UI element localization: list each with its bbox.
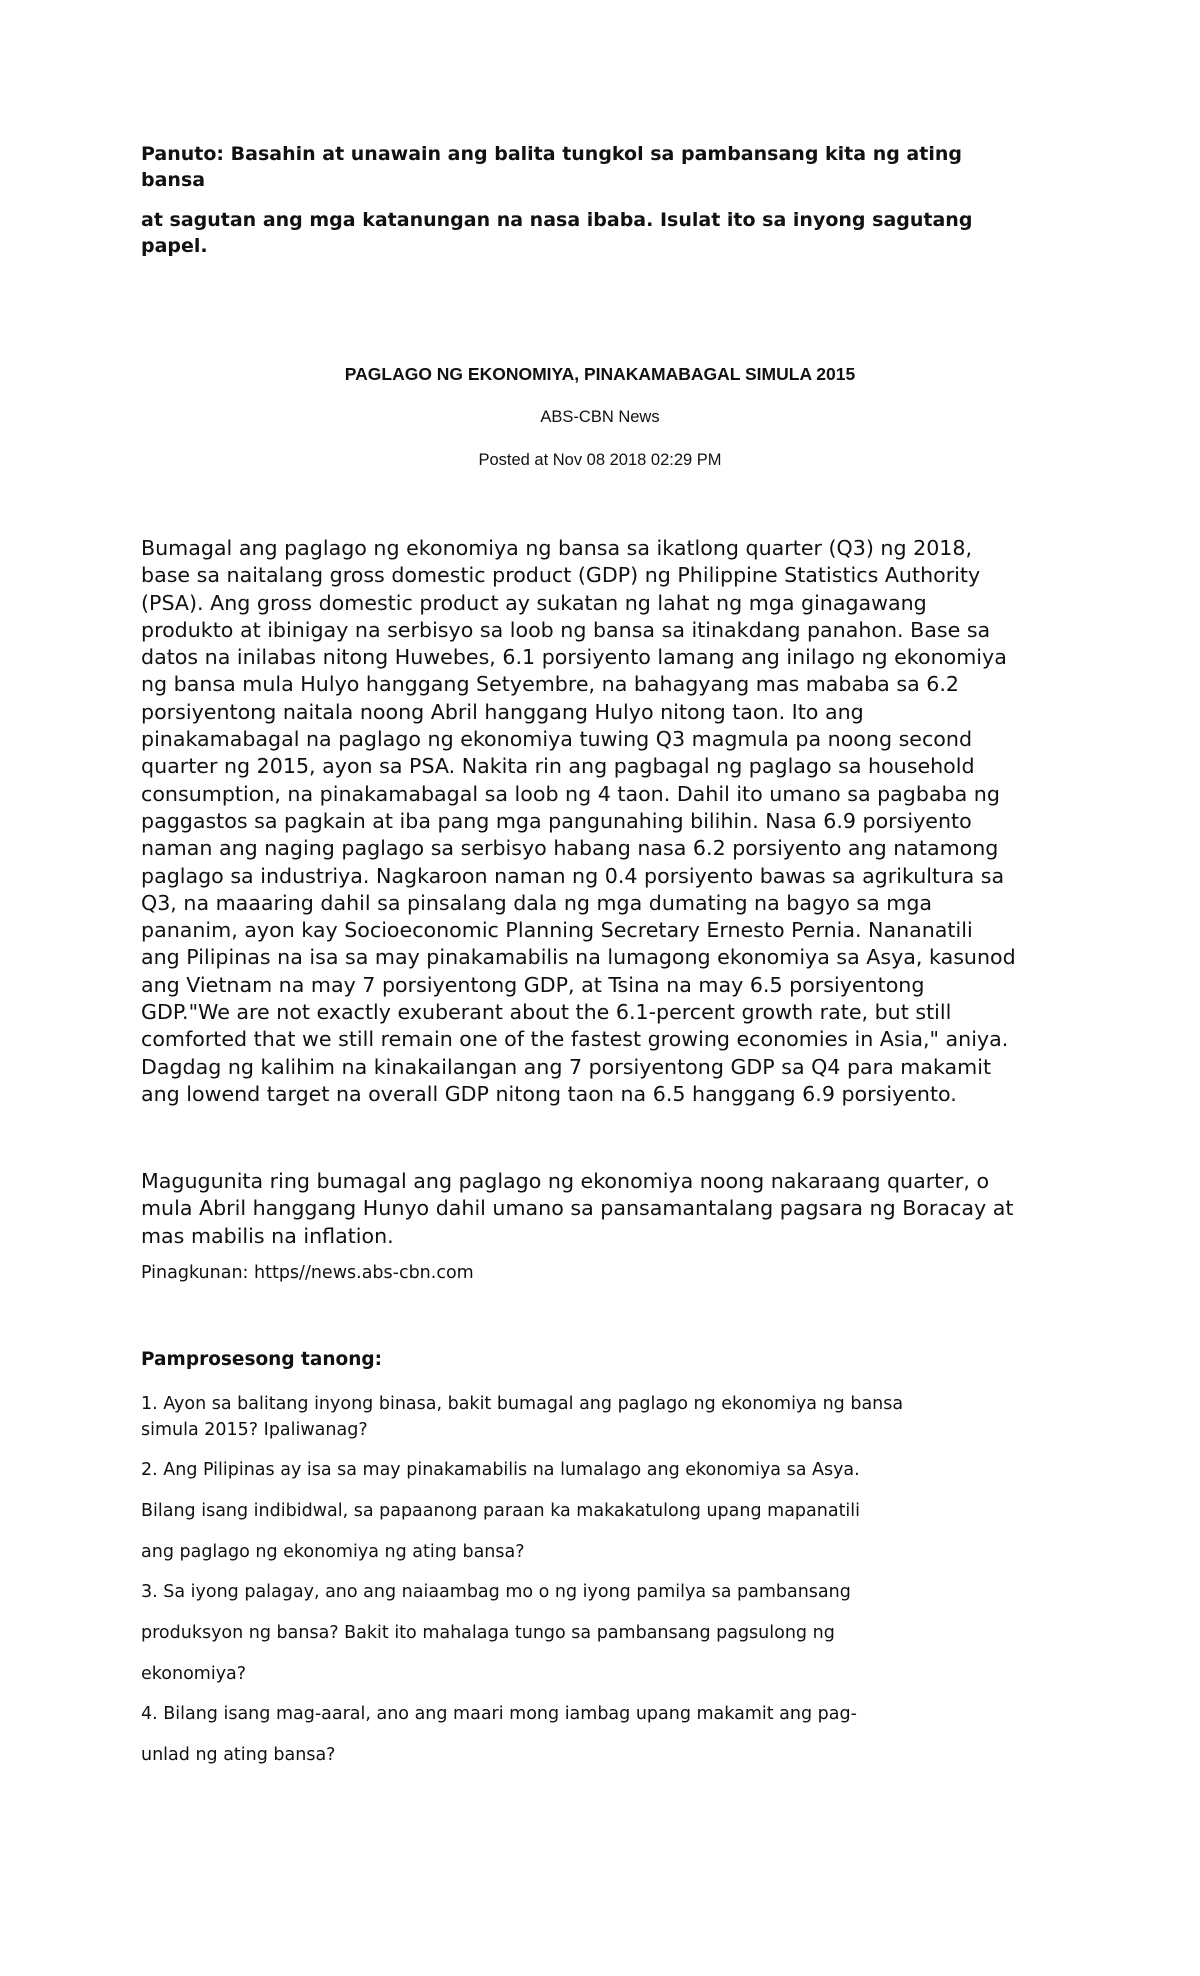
paragraph-line: ang Pilipinas na isa sa may pinakamabilis na lumagong ekonomiya sa Asya, kasunod [141, 945, 1016, 970]
question-line: 1. Ayon sa balitang inyong binasa, bakit bumagal ang paglago ng ekonomiya ng bansa [141, 1394, 904, 1414]
article-source: ABS-CBN News [540, 408, 660, 426]
question-line: 4. Bilang isang mag-aaral, ano ang maari mong iambag upang makamit ang pag- [141, 1704, 857, 1724]
source-citation: Pinagkunan: https//news.abs-cbn.com [141, 1263, 474, 1283]
paragraph-line: paggastos sa pagkain at iba pang mga pangunahing bilihin. Nasa 6.9 porsiyento [141, 808, 972, 833]
paragraph-line: Q3, na maaaring dahil sa pinsalang dala ng mga dumating na bagyo sa mga [141, 890, 933, 915]
paragraph-line: ang lowend target na overall GDP nitong taon na 6.5 hanggang 6.9 porsiyento. [141, 1081, 957, 1106]
article-posted-date: Posted at Nov 08 2018 02:29 PM [478, 451, 722, 469]
paragraph-line: quarter ng 2015, ayon sa PSA. Nakita rin ang pagbagal ng paglago sa household [141, 754, 975, 779]
question-line: Bilang isang indibidwal, sa papaanong paraan ka makakatulong upang mapanatili [141, 1501, 861, 1521]
paragraph-line: pananim, ayon kay Socioeconomic Planning Secretary Ernesto Pernia. Nananatili [141, 918, 973, 943]
paragraph-line: ng bansa mula Hulyo hanggang Setyembre, na bahagyang mas mababa sa 6.2 [141, 672, 959, 697]
paragraph-line: datos na inilabas nitong Huwebes, 6.1 porsiyento lamang ang inilago ng ekonomiya [141, 645, 1007, 670]
paragraph-line: GDP."We are not exactly exuberant about the 6.1-percent growth rate, but still [141, 1000, 952, 1025]
article-title: PAGLAGO NG EKONOMIYA, PINAKAMABAGAL SIMULA 2015 [344, 364, 856, 384]
question-line: 3. Sa iyong palagay, ano ang naiaambag mo o ng iyong pamilya sa pambansang [141, 1582, 851, 1602]
paragraph-line: ang Vietnam na may 7 porsiyentong GDP, at Tsina na may 6.5 porsiyentong [141, 972, 925, 997]
paragraph-line: mas mabilis na inflation. [141, 1223, 394, 1248]
paragraph-line: Bumagal ang paglago ng ekonomiya ng bansa sa ikatlong quarter (Q3) ng 2018, [141, 536, 973, 560]
instructions-line-1: Panuto: Basahin at unawain ang balita tungkol sa pambansang kita ng ating bansa [141, 143, 962, 191]
paragraph-line: mula Abril hanggang Hunyo dahil umano sa pansamantalang pagsara ng Boracay at [141, 1196, 1014, 1221]
paragraph-line: paglago sa industriya. Nagkaroon naman ng 0.4 porsiyento bawas sa agrikultura sa [141, 863, 1005, 888]
paragraph-line: Dagdag ng kalihim na kinakailangan ang 7 porsiyentong GDP sa Q4 para makamit [141, 1054, 992, 1079]
question-line: produksyon ng bansa? Bakit ito mahalaga tungo sa pambansang pagsulong ng [141, 1623, 835, 1643]
paragraph-line: base sa naitalang gross domestic product (GDP) ng Philippine Statistics Authority [141, 563, 981, 588]
paragraph-line: consumption, na pinakamabagal sa loob ng 4 taon. Dahil ito umano sa pagbaba ng [141, 781, 1000, 806]
paragraph-line: pinakamabagal na paglago ng ekonomiya tuwing Q3 magmula pa noong second [141, 727, 973, 752]
paragraph-line: naman ang naging paglago sa serbisyo habang nasa 6.2 porsiyento ang natamong [141, 836, 999, 861]
paragraph-line: porsiyentong naitala noong Abril hanggang Hulyo nitong taon. Ito ang [141, 699, 864, 724]
paragraph-line: produkto at ibinigay na serbisyo sa loob ng bansa sa itinakdang panahon. Base sa [141, 617, 991, 642]
questions-heading: Pamprosesong tanong: [141, 1349, 383, 1370]
paragraph-line: (PSA). Ang gross domestic product ay sukatan ng lahat ng mga ginagawang [141, 590, 927, 615]
question-line: 2. Ang Pilipinas ay isa sa may pinakamabilis na lumalago ang ekonomiya sa Asya. [141, 1460, 860, 1480]
question-line: simula 2015? Ipaliwanag? [141, 1420, 368, 1440]
paragraph-line: Magugunita ring bumagal ang paglago ng ekonomiya noong nakaraang quarter, o [141, 1169, 990, 1193]
question-line: ekonomiya? [141, 1664, 247, 1684]
article-paragraph-1 [141, 535, 1071, 1108]
question-line: ang paglago ng ekonomiya ng ating bansa? [141, 1542, 525, 1562]
article-paragraph-2 [141, 1168, 1071, 1250]
instructions-line-2: at sagutan ang mga katanungan na nasa ibaba. Isulat ito sa inyong sagutang papel. [141, 209, 973, 257]
paragraph-line: comforted that we still remain one of the fastest growing economies in Asia," aniya. [141, 1027, 1009, 1052]
question-line: unlad ng ating bansa? [141, 1745, 336, 1765]
